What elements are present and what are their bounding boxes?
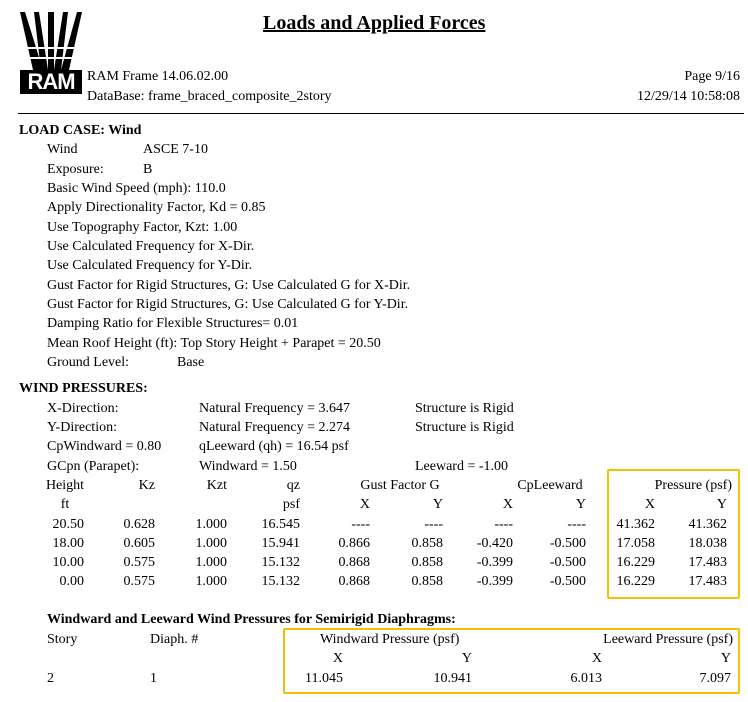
cell-windward-y: 10.941 bbox=[433, 671, 472, 686]
load-line: Mean Roof Height (ft): Top Story Height + Parapet = 20.50 bbox=[47, 336, 381, 351]
cell-cp-y: -0.500 bbox=[549, 536, 586, 551]
load-line: Use Calculated Frequency for X-Dir. bbox=[47, 239, 255, 254]
cell-pressure-x: 17.058 bbox=[616, 536, 655, 551]
cell-leeward-x: 6.013 bbox=[570, 671, 602, 686]
cell-cp-x: -0.399 bbox=[476, 555, 513, 570]
col-header-cpleeward: CpLeeward bbox=[517, 478, 583, 493]
col-sub-windward-x: X bbox=[332, 651, 343, 666]
y-direction-label: Y-Direction: bbox=[47, 420, 117, 435]
load-line: Gust Factor for Rigid Structures, G: Use Calculated G for Y-Dir. bbox=[47, 297, 409, 312]
cell-pressure-y: 17.483 bbox=[688, 555, 727, 570]
col-sub-windward-y: Y bbox=[461, 651, 472, 666]
col-header-leeward-pressure: Leeward Pressure (psf) bbox=[603, 632, 733, 647]
load-line: Damping Ratio for Flexible Structures= 0.01 bbox=[47, 316, 299, 331]
y-natural-frequency: Natural Frequency = 2.274 bbox=[199, 420, 350, 435]
cell-leeward-y: 7.097 bbox=[699, 671, 731, 686]
cell-gust-x: 0.868 bbox=[338, 555, 370, 570]
cell-qz: 15.132 bbox=[261, 555, 300, 570]
cell-diaph: 1 bbox=[150, 671, 157, 686]
cell-pressure-y: 18.038 bbox=[688, 536, 727, 551]
cp-windward: CpWindward = 0.80 bbox=[47, 439, 162, 454]
load-line: Use Calculated Frequency for Y-Dir. bbox=[47, 258, 253, 273]
load-case-heading: LOAD CASE: Wind bbox=[19, 123, 142, 138]
ground-level-value: Base bbox=[177, 355, 205, 370]
col-header-gust-factor: Gust Factor G bbox=[360, 478, 440, 493]
col-header-kzt: Kzt bbox=[206, 478, 227, 493]
load-line: Gust Factor for Rigid Structures, G: Use Calculated G for X-Dir. bbox=[47, 278, 411, 293]
cell-height: 0.00 bbox=[59, 574, 84, 589]
ram-logo bbox=[20, 12, 82, 94]
cell-kzt: 1.000 bbox=[195, 574, 227, 589]
report-datetime: 12/29/14 10:58:08 bbox=[636, 89, 740, 104]
cell-kz: 0.628 bbox=[123, 517, 155, 532]
cell-cp-x: -0.399 bbox=[476, 574, 513, 589]
cell-pressure-x: 16.229 bbox=[616, 574, 655, 589]
load-line: Use Topography Factor, Kzt: 1.00 bbox=[47, 220, 238, 235]
col-sub-pressure-x: X bbox=[644, 497, 655, 512]
wind-label: Wind bbox=[47, 142, 78, 157]
col-sub-cp-x: X bbox=[502, 497, 513, 512]
y-structure-type: Structure is Rigid bbox=[415, 420, 514, 435]
col-header-story: Story bbox=[47, 632, 78, 647]
cell-cp-y: -0.500 bbox=[549, 555, 586, 570]
gcpn-label: GCpn (Parapet): bbox=[47, 459, 140, 474]
col-sub-gust-x: X bbox=[359, 497, 370, 512]
cell-gust-y: 0.858 bbox=[411, 555, 443, 570]
ground-level-label: Ground Level: bbox=[47, 355, 130, 370]
cell-height: 20.50 bbox=[52, 517, 84, 532]
program-name: RAM Frame 14.06.02.00 bbox=[87, 69, 229, 84]
cell-kz: 0.605 bbox=[123, 536, 155, 551]
database-name: DataBase: frame_braced_composite_2story bbox=[87, 89, 332, 104]
col-header-pressure: Pressure (psf) bbox=[654, 478, 732, 493]
cell-pressure-x: 16.229 bbox=[616, 555, 655, 570]
col-sub-leeward-x: X bbox=[591, 651, 602, 666]
page-title: Loads and Applied Forces bbox=[263, 12, 486, 34]
cell-cp-y: ---- bbox=[567, 517, 586, 532]
cell-cp-x: -0.420 bbox=[476, 536, 513, 551]
cell-gust-x: 0.866 bbox=[338, 536, 370, 551]
cell-kzt: 1.000 bbox=[195, 517, 227, 532]
x-natural-frequency: Natural Frequency = 3.647 bbox=[199, 401, 350, 416]
load-line: Apply Directionality Factor, Kd = 0.85 bbox=[47, 200, 266, 215]
gcpn-windward: Windward = 1.50 bbox=[199, 459, 297, 474]
wind-value: ASCE 7-10 bbox=[143, 142, 208, 157]
col-header-windward-pressure: Windward Pressure (psf) bbox=[320, 632, 460, 647]
cell-height: 10.00 bbox=[52, 555, 84, 570]
col-header-qz: qz bbox=[286, 478, 300, 493]
col-header-diaph: Diaph. # bbox=[150, 632, 199, 647]
q-leeward: qLeeward (qh) = 16.54 psf bbox=[199, 439, 349, 454]
page-number: Page 9/16 bbox=[684, 69, 740, 84]
cell-gust-x: 0.868 bbox=[338, 574, 370, 589]
semirigid-highlight-box bbox=[283, 628, 740, 694]
col-sub-pressure-y: Y bbox=[716, 497, 727, 512]
gcpn-leeward: Leeward = -1.00 bbox=[415, 459, 509, 474]
col-unit-ft: ft bbox=[60, 497, 70, 512]
x-direction-label: X-Direction: bbox=[47, 401, 119, 416]
col-header-kz: Kz bbox=[138, 478, 155, 493]
cell-gust-y: 0.858 bbox=[411, 574, 443, 589]
header-divider bbox=[18, 113, 744, 114]
cell-qz: 16.545 bbox=[261, 517, 300, 532]
cell-kz: 0.575 bbox=[123, 555, 155, 570]
cell-pressure-x: 41.362 bbox=[616, 517, 655, 532]
logo-text: RAM bbox=[27, 69, 75, 94]
cell-qz: 15.941 bbox=[261, 536, 300, 551]
cell-kzt: 1.000 bbox=[195, 536, 227, 551]
cell-story: 2 bbox=[47, 671, 54, 686]
x-structure-type: Structure is Rigid bbox=[415, 401, 514, 416]
cell-gust-y: 0.858 bbox=[411, 536, 443, 551]
col-sub-leeward-y: Y bbox=[720, 651, 731, 666]
semirigid-heading: Windward and Leeward Wind Pressures for Semirigid Diaphragms: bbox=[47, 612, 456, 627]
col-header-height: Height bbox=[45, 478, 85, 493]
cell-gust-y: ---- bbox=[424, 517, 443, 532]
pressure-highlight-box bbox=[607, 469, 740, 599]
col-sub-gust-y: Y bbox=[432, 497, 443, 512]
col-unit-psf: psf bbox=[282, 497, 300, 512]
cell-kzt: 1.000 bbox=[195, 555, 227, 570]
cell-cp-y: -0.500 bbox=[549, 574, 586, 589]
cell-windward-x: 11.045 bbox=[305, 671, 343, 686]
cell-pressure-y: 17.483 bbox=[688, 574, 727, 589]
cell-qz: 15.132 bbox=[261, 574, 300, 589]
load-line: Basic Wind Speed (mph): 110.0 bbox=[47, 181, 226, 196]
exposure-label: Exposure: bbox=[47, 162, 104, 177]
col-sub-cp-y: Y bbox=[575, 497, 586, 512]
cell-height: 18.00 bbox=[52, 536, 84, 551]
cell-gust-x: ---- bbox=[351, 517, 370, 532]
cell-pressure-y: 41.362 bbox=[688, 517, 727, 532]
wind-pressures-heading: WIND PRESSURES: bbox=[19, 381, 148, 396]
cell-kz: 0.575 bbox=[123, 574, 155, 589]
cell-cp-x: ---- bbox=[494, 517, 513, 532]
exposure-value: B bbox=[143, 162, 153, 177]
